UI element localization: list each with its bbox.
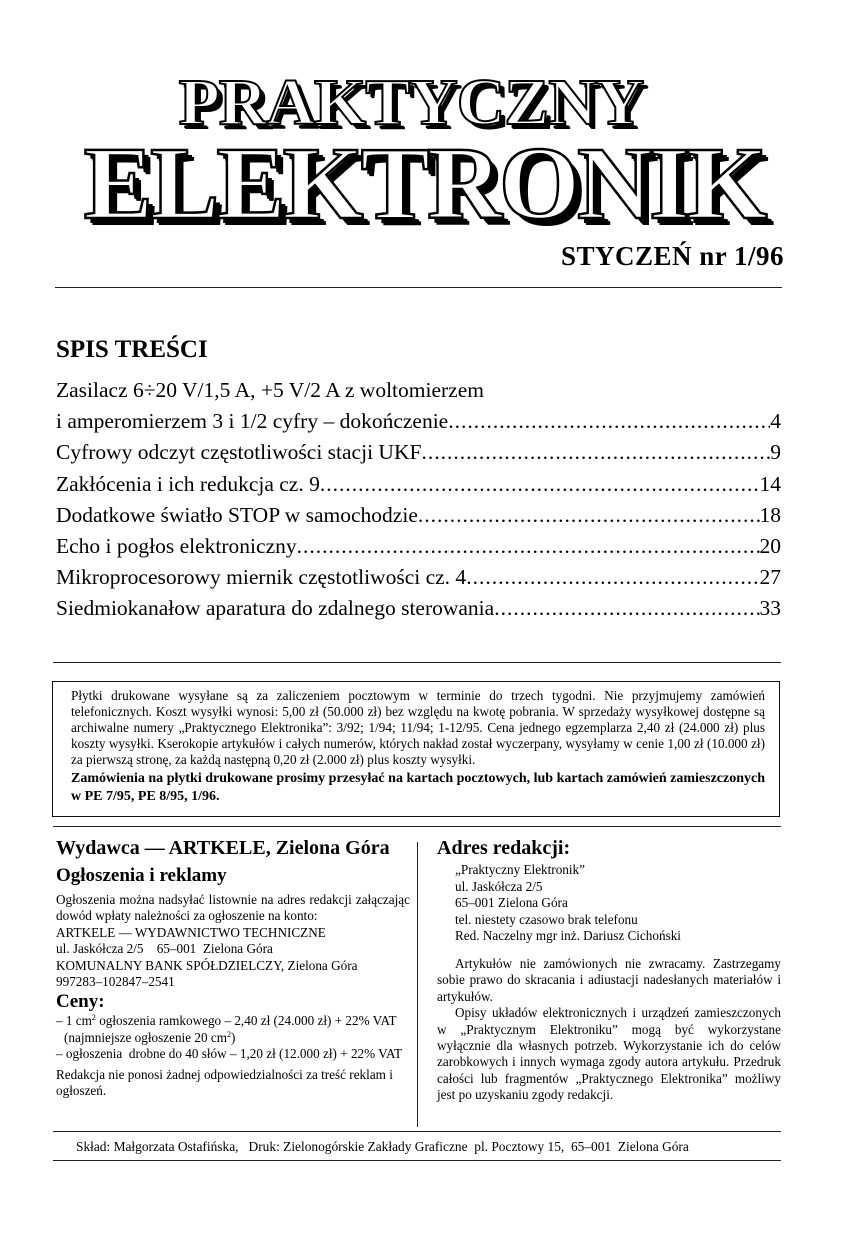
toc-item-page: 33 [759, 596, 781, 621]
masthead-title-line1: PRAKTYCZNY [178, 66, 644, 139]
credits-footer: Skład: Małgorzata Ostafińska, Druk: Zielonogórskie Zakłady Graficzne pl. Pocztowy 15, 65–001 Zielona Góra [76, 1139, 689, 1154]
toc-item-page: 14 [759, 471, 781, 496]
disclaimer: Redakcja nie ponosi żadnej odpowiedzialności za treść reklam i ogłoszeń. [56, 1066, 393, 1099]
toc-item[interactable] [56, 593, 781, 624]
toc-item-title: Zakłócenia i ich redukcja cz. 9 [56, 471, 320, 496]
toc-item-title: i amperomierzem 3 i 1/2 cyfry – dokończenie [56, 409, 449, 434]
toc-item-page: 9 [770, 440, 781, 465]
toc-item[interactable] [56, 375, 781, 406]
toc-item[interactable] [56, 469, 781, 500]
toc-item-page: 27 [759, 565, 781, 590]
toc-title: SPIS TREŚCI [56, 336, 208, 363]
account-number: 997283–102847–2541 [56, 974, 175, 990]
toc-item-page: 4 [770, 409, 781, 434]
column-divider [417, 842, 418, 1127]
divider [55, 287, 782, 288]
toc-item-title: Dodatkowe światło STOP w samochodzie [56, 502, 418, 527]
divider [53, 826, 781, 827]
editorial-paragraph: Opisy układów elektronicznych i urządzeń zamieszczonych w „Praktycznym Elektroniku” mogą być wykorzystane wyłącznie dla własnych potrzeb. Wykorzystanie ich do celów zarobkowych i innych wymaga zgody autora artykułu. Przedruk całości lub fragmentów „Praktycznego Elektronika” możliwy jest po uzyskaniu zgody redakcji. [437, 1005, 781, 1103]
masthead-title-line2: ELEKTRONIK [83, 126, 765, 241]
address-line: Red. Naczelny mgr inż. Dariusz Cichoński [455, 928, 681, 944]
toc-item-title: Echo i pogłos elektroniczny [56, 533, 297, 558]
toc-item-title: Siedmiokanałow aparatura do zdalnego sterowania [56, 596, 495, 621]
editorial-column [437, 836, 781, 1104]
address-line: „Praktyczny Elektronik” [455, 862, 585, 877]
dot-leader [448, 406, 770, 437]
notice-text: Płytki drukowane wysyłane są za zaliczeniem pocztowym w terminie do trzech tygodni. Nie przyjmujemy zamówień telefonicznych. Koszt wysyłki wynosi: 5,00 zł (50.000 zł) bez względu na kwotę pobrania. W sprzedaży wysyłkowej dostępne są archiwalne numery „Praktycznego Elektronika”: 3/92; 1/94; 11/94; 1-12/95. Cena jednego egzemplarza 2,40 zł (24.000 zł) plus koszty wysyłki. Kserokopie artykułów i całych numerów, których nakład został wyczerpany, wysyłamy w cenie 1,00 zł (10.000 zł) za pierwszą stronę, za każdą następną 0,20 zł (2.000 zł) plus koszty wysyłki. [71, 688, 765, 767]
toc-item-title: Mikroprocesorowy miernik częstotliwości cz. 4 [56, 565, 467, 590]
toc-item-page: 20 [759, 533, 781, 558]
dot-leader [418, 500, 760, 531]
toc-item[interactable] [56, 437, 781, 468]
dot-leader [494, 593, 759, 624]
dot-leader [421, 437, 770, 468]
divider [53, 1131, 781, 1132]
address-line: ul. Jaskółcza 2/5 [455, 878, 543, 894]
table-of-contents [56, 375, 781, 625]
toc-item[interactable] [56, 531, 781, 562]
prices-heading: Ceny: [56, 991, 105, 1013]
toc-item-title: Zasilacz 6÷20 V/1,5 A, +5 V/2 A z woltomierzem [56, 378, 484, 402]
divider [53, 662, 781, 663]
dot-leader [466, 562, 759, 593]
toc-item-page: 18 [759, 502, 781, 527]
editorial-address [437, 862, 781, 945]
account-line: ARTKELE — WYDAWNICTWO TECHNICZNE [56, 924, 326, 940]
toc-item-title: Cyfrowy odczyt częstotliwości stacji UKF [56, 440, 422, 465]
publisher-heading: Wydawca — ARTKELE, Zielona Góra [56, 837, 390, 859]
price-item: – 1 $cm^2$ ogłoszenia ramkowego – 2,40 zł (24.000 zł) + 22% VAT [56, 1013, 397, 1029]
address-line: tel. niestety czasowo brak telefonu [455, 911, 638, 927]
dot-leader [320, 469, 760, 500]
price-item-note: (najmniejsze ogłoszenie 20 $cm^2$) [64, 1029, 236, 1045]
price-item: – ogłoszenia drobne do 40 słów – 1,20 zł (12.000 zł) + 22% VAT [56, 1046, 403, 1062]
notice-bold-text: Zamówienia na płytki drukowane prosimy przesyłać na kartach pocztowych, lub kartach zamówień zamieszczonych w PE 7/95, PE 8/95, 1/96. [71, 771, 765, 804]
issue-label: STYCZEŃ nr 1/96 [560, 241, 784, 271]
dot-leader [297, 531, 760, 562]
toc-item[interactable] [56, 500, 781, 531]
toc-item[interactable] [56, 562, 781, 593]
ads-heading: Ogłoszenia i reklamy [56, 865, 227, 886]
editorial-paragraph: Artykułów nie zamówionych nie zwracamy. Zastrzegamy sobie prawo do skracania i adiustacji nadesłanych materiałów i artykułów. [437, 955, 781, 1004]
ads-text: Ogłoszenia można nadsyłać listownie na adres redakcji załączając dowód wpłaty należności za ogłoszenie na konto: [56, 892, 410, 924]
ordering-notice-box [52, 681, 780, 817]
editorial-heading: Adres redakcji: [437, 837, 571, 859]
account-line: ul. Jaskółcza 2/5 65–001 Zielona Góra [56, 941, 273, 957]
toc-item[interactable] [56, 406, 781, 437]
account-line: KOMUNALNY BANK SPÓŁDZIELCZY, Zielona Góra [56, 957, 358, 973]
divider [53, 1160, 781, 1161]
publisher-column [56, 836, 410, 1099]
address-line: 65–001 Zielona Góra [455, 895, 568, 911]
